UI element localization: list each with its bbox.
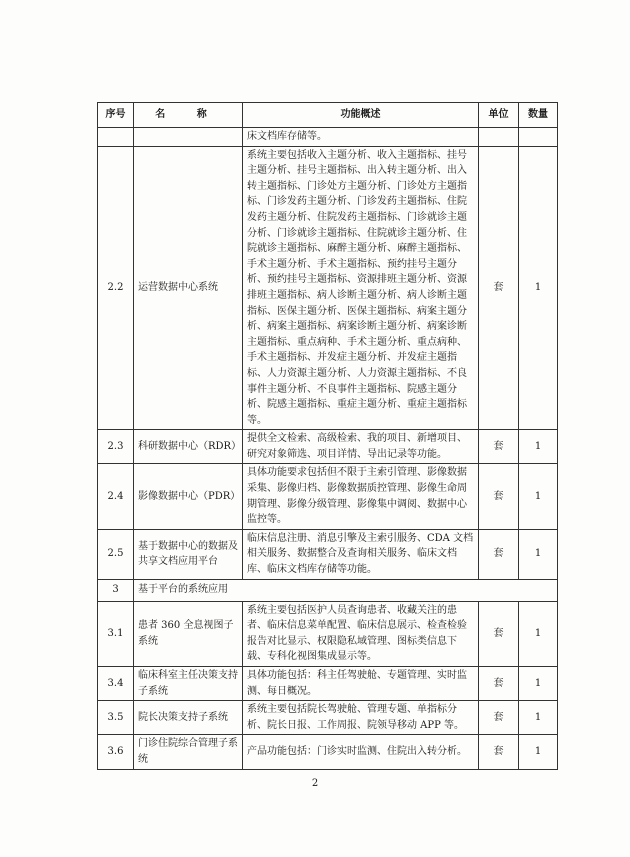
header-qty: 数量 [519,103,558,128]
row-name: 基于数据中心的数据及共享文档应用平台 [134,529,243,579]
row-qty: 1 [519,464,558,529]
row-desc: 系统主要包括医护人员查询患者、收藏关注的患者、临床信息菜单配置、临床信息展示、检查检验报告对比显示、权限隐私域管理、图标类信息下载、专科化视图集成显示等。 [243,601,479,666]
header-name: 名 称 [134,103,243,128]
table-row [98,529,558,579]
row-unit: 套 [479,464,519,529]
section-title: 基于平台的系统应用 [134,579,558,601]
row-name: 临床科室主任决策支持子系统 [134,667,243,701]
row-qty: 1 [519,701,558,735]
continuation-text: 床文档库存储等。 [243,128,479,147]
row-unit: 套 [479,146,519,430]
row-desc: 系统主要包括收入主题分析、收入主题指标、挂号主题分析、挂号主题指标、出入转主题分析、出入转主题指标、门诊处方主题分析、门诊处方主题指标、门诊发药主题分析、门诊发药主题指标、住院发药主题分析、住院发药主题指标、门诊就诊主题分析、门诊就诊主题指标、住院就诊主题分析、住院就诊主题指标、麻醉主题分析、麻醉主题指标、手术主题分析、手术主题指标、预约挂号主题分析、预约挂号主题指标、资源排班主题分析、资源排班主题指标、病人诊断主题分析、病人诊断主题指标、医保主题分析、医保主题指标、病案主题分析、病案主题指标、病案诊断主题分析、病案诊断主题指标、重点病种、手术主题分析、重点病种、手术主题指标、并发症主题分析、并发症主题指标、人力资源主题分析、人力资源主题指标、不良事件主题分析、不良事件主题指标、院感主题分析、院感主题指标、重症主题分析、重症主题指标等。 [243,146,479,430]
row-qty: 1 [519,601,558,666]
row-desc: 产品功能包括：门诊实时监测、住院出入转分析。 [243,735,479,769]
row-qty: 1 [519,529,558,579]
row-unit: 套 [479,735,519,769]
row-qty: 1 [519,735,558,769]
row-no: 2.4 [98,464,134,529]
row-no: 3.4 [98,667,134,701]
row-unit: 套 [479,529,519,579]
table-row [98,146,558,430]
row-no: 3.5 [98,701,134,735]
row-name: 运营数据中心系统 [134,146,243,430]
table-row [98,430,558,464]
row-name: 影像数据中心（PDR） [134,464,243,529]
function-table [97,102,558,770]
header-no: 序号 [98,103,134,128]
row-desc: 临床信息注册、消息引擎及主索引服务、CDA 文档相关服务、数据整合及查询相关服务、临床文档库、临床文档库存储等功能。 [243,529,479,579]
row-qty: 1 [519,146,558,430]
row-name: 患者 360 全息视图子系统 [134,601,243,666]
table-row [98,464,558,529]
row-no: 2.3 [98,430,134,464]
row-unit: 套 [479,601,519,666]
row-no: 2.2 [98,146,134,430]
table-header-row [98,103,558,128]
row-unit: 套 [479,701,519,735]
page-number: 2 [311,778,319,789]
section-no: 3 [98,579,134,601]
row-no: 3.1 [98,601,134,666]
row-name: 院长决策支持子系统 [134,701,243,735]
section-row [98,579,558,601]
row-qty: 1 [519,667,558,701]
row-no: 2.5 [98,529,134,579]
row-desc: 具体功能包括：科主任驾驶舱、专题管理、实时监测、每日概况。 [243,667,479,701]
row-name: 科研数据中心（RDR） [134,430,243,464]
row-desc: 提供全文检索、高级检索、我的项目、新增项目、研究对象筛选、项目详情、导出记录等功能。 [243,430,479,464]
table-row [98,735,558,769]
header-unit: 单位 [479,103,519,128]
row-name: 门诊住院综合管理子系统 [134,735,243,769]
table-row [98,701,558,735]
table-row-continuation [98,128,558,147]
header-desc: 功能概述 [243,103,479,128]
row-qty: 1 [519,430,558,464]
table-row [98,667,558,701]
row-desc: 具体功能要求包括但不限于主索引管理、影像数据采集、影像归档、影像数据质控管理、影像生命周期管理、影像分级管理、影像集中调阅、数据中心监控等。 [243,464,479,529]
row-desc: 系统主要包括院长驾驶舱、管理专题、单指标分析、院长日报、工作周报、院领导移动 APP 等。 [243,701,479,735]
row-unit: 套 [479,667,519,701]
row-no: 3.6 [98,735,134,769]
table-row [98,601,558,666]
row-unit: 套 [479,430,519,464]
